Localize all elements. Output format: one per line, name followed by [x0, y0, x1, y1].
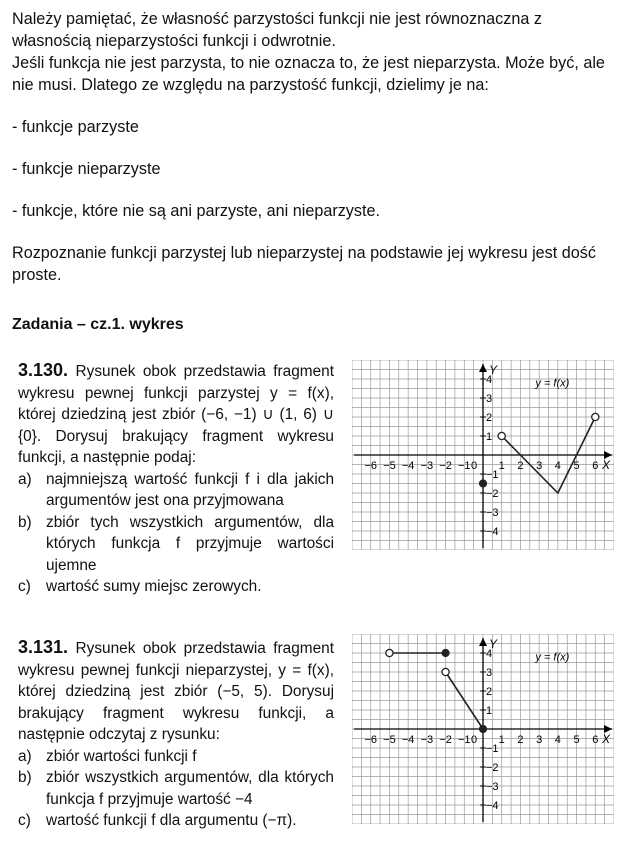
intro-paragraph-3: Rozpoznanie funkcji parzystej lub nieparzystej na podstawie jej wykresu jest dość proste.	[12, 244, 596, 284]
intro-item-neither: - funkcje, które nie są ani parzyste, ani nieparzyste.	[12, 202, 380, 220]
x-tick-label: −2	[439, 734, 452, 746]
y-tick-label: 3	[486, 667, 493, 679]
x-tick-label: 5	[573, 734, 580, 746]
task-number: 3.130.	[18, 360, 69, 380]
task-text: Rysunek obok przedstawia fragment wykresu pewnej funkcji parzystej y = f(x), której dziedziną jest zbiór (−6, −1) ∪ (1, 6) ∪ {0}. Dorysuj brakujący fragment wykresu funkcji, a następnie podaj:	[18, 363, 334, 466]
y-axis-label: Y	[489, 637, 498, 651]
x-tick-label: −5	[383, 460, 396, 472]
y-axis-arrow	[479, 638, 487, 646]
closed-point	[479, 725, 486, 732]
x-tick-label: 5	[573, 460, 580, 472]
y-axis-arrow	[479, 364, 487, 372]
x-tick-label: −3	[420, 734, 434, 746]
x-tick-label: −3	[420, 460, 434, 472]
graph-odd-function	[352, 634, 614, 824]
intro-item-odd: - funkcje nieparzyste	[12, 160, 161, 178]
function-label: y = f(x)	[535, 651, 570, 664]
y-tick-label: −4	[486, 526, 499, 538]
y-tick-label: 3	[486, 393, 493, 405]
x-tick-label: 1	[498, 734, 505, 746]
x-tick-label: 3	[536, 734, 543, 746]
x-tick-label: 3	[536, 460, 543, 472]
task-item-c: c) wartość funkcji f dla argumentu (−π).	[18, 812, 297, 829]
y-tick-label: 4	[486, 648, 493, 660]
open-point	[592, 413, 599, 420]
intro-paragraph-1: Należy pamiętać, że własność parzystości funkcji nie jest równoznaczna z własnością nieparzystości funkcji i odwrotnie.	[12, 10, 542, 50]
x-axis-label: X	[602, 732, 611, 746]
y-tick-label: −2	[486, 762, 499, 774]
x-tick-label: 0	[470, 460, 478, 472]
task-item-a: a) zbiór wartości funkcji f	[18, 747, 197, 765]
y-tick-label: −3	[486, 507, 499, 519]
x-tick-label: −5	[383, 734, 396, 746]
closed-point	[479, 480, 486, 487]
section-heading: Zadania – cz.1. wykres	[12, 316, 184, 333]
y-tick-label: −3	[486, 781, 499, 793]
task-3-131	[18, 637, 334, 832]
open-point	[442, 668, 449, 675]
y-tick-label: −1	[486, 469, 499, 481]
x-tick-label: −4	[401, 734, 415, 746]
intro-text	[12, 8, 612, 286]
intro-item-even: - funkcje parzyste	[12, 118, 139, 136]
x-tick-label: −1	[458, 734, 471, 746]
y-tick-label: −2	[486, 488, 499, 500]
closed-point	[442, 649, 449, 656]
open-point	[386, 649, 393, 656]
intro-paragraph-2: Jeśli funkcja nie jest parzysta, to nie oznacza to, że jest nieparzysta. Może być, ale nie musi. Dlatego ze względu na parzystość funkcji, dzielimy je na:	[12, 54, 605, 94]
y-tick-label: 2	[486, 412, 493, 424]
x-tick-label: 1	[498, 460, 505, 472]
task-item-a: a) najmniejszą wartość funkcji f i dla jakich argumentów jest ona przyjmowana	[18, 470, 334, 509]
y-tick-label: 1	[486, 705, 493, 717]
x-tick-label: −4	[401, 460, 415, 472]
x-tick-label: 6	[592, 460, 599, 472]
x-tick-label: −1	[458, 460, 471, 472]
x-tick-label: 6	[592, 734, 599, 746]
graph-even-function	[352, 360, 614, 550]
x-tick-label: 4	[554, 734, 561, 746]
x-axis-label: X	[602, 458, 611, 472]
y-tick-label: 4	[486, 374, 493, 386]
x-tick-label: 2	[517, 460, 524, 472]
task-item-b: b) zbiór tych wszystkich argumentów, dla których funkcja f przyjmuje wartości ujemne	[18, 513, 334, 574]
x-tick-label: 0	[470, 734, 478, 746]
x-tick-label: −6	[364, 460, 377, 472]
task-item-b: b) zbiór wszystkich argumentów, dla których funkcja f przyjmuje wartość −4	[18, 769, 334, 808]
task-number: 3.131.	[18, 637, 69, 657]
task-3-130	[18, 360, 334, 598]
x-tick-label: −6	[364, 734, 377, 746]
y-tick-label: 2	[486, 686, 493, 698]
function-label: y = f(x)	[535, 377, 570, 390]
y-tick-label: −1	[486, 743, 499, 755]
open-point	[498, 432, 505, 439]
task-item-c: c) wartość sumy miejsc zerowych.	[18, 578, 262, 595]
x-tick-label: −2	[439, 460, 452, 472]
x-tick-label: 2	[517, 734, 524, 746]
y-axis-label: Y	[489, 363, 498, 377]
task-text: Rysunek obok przedstawia fragment wykresu pewnej funkcji nieparzystej, y = f(x), której dziedziną jest zbiór (−5, 5). Dorysuj brakujący fragment wykresu funkcji, a następnie odczytaj z rysunku:	[18, 640, 334, 743]
x-tick-label: 4	[554, 460, 561, 472]
y-tick-label: −4	[486, 800, 499, 812]
y-tick-label: 1	[486, 431, 493, 443]
